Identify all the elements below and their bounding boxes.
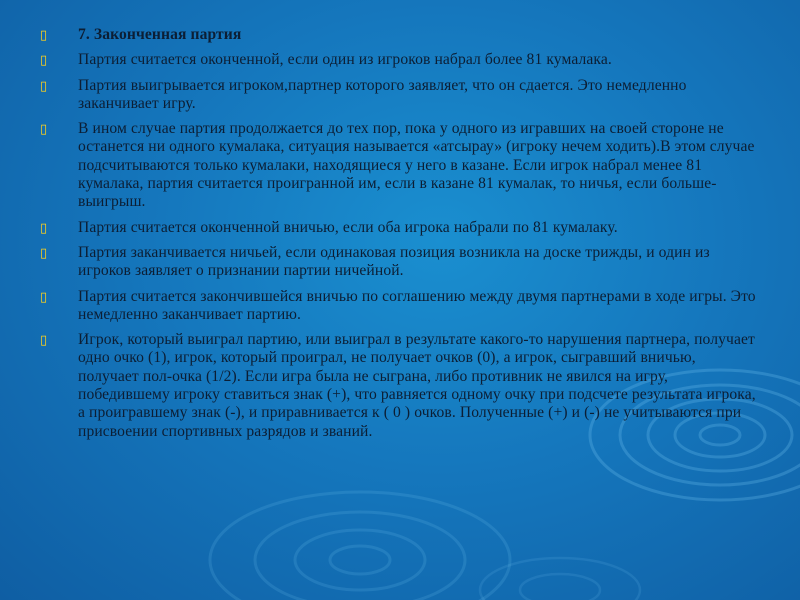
bullet-text: Игрок, который выиграл партию, или выиграл в результате какого-то нарушения партнера, получает одно очко (1), игрок, который проиграл, не получает очков (0), а игрок, сыгравший вничью, получает пол-очка (1/2). Если игра была не сыграна, либо противник не явился на игру, победившему игроку ставиться знак (+), что равняется одному очку при подсчете результата игрока, а проигравшему знак (-), и приравнивается к ( 0 ) очков. Полученные (+) и (-) не учитываются при присвоении спортивных разрядов и званий. bbox=[78, 331, 756, 440]
bullet-item bbox=[40, 120, 760, 211]
bullet-icon: ▯ bbox=[40, 53, 48, 69]
slide-title: 7. Законченная партия bbox=[78, 26, 242, 43]
bullet-icon: ▯ bbox=[40, 289, 48, 305]
bullet-text: Партия считается закончившейся вничью по соглашению между двумя партнерами в ходе игры. Это немедленно заканчивает партию. bbox=[78, 287, 756, 323]
bullet-icon: ▯ bbox=[40, 78, 48, 94]
bullet-text: Партия заканчивается ничьей, если одинаковая позиция возникла на доске трижды, и один из игроков заявляет о признании партии ничейной. bbox=[78, 243, 710, 280]
bullet-text: Партия считается оконченной вничью, если оба игрока набрали по 81 кумалаку. bbox=[78, 218, 618, 236]
bullet-item bbox=[40, 331, 760, 441]
bullet-icon: ▯ bbox=[40, 245, 48, 261]
bullet-icon: ▯ bbox=[40, 122, 48, 138]
bullet-item bbox=[40, 51, 760, 69]
bullet-text: Партия выигрывается игроком,партнер которого заявляет, что он сдается. Это немедленно заканчивает игру. bbox=[78, 76, 687, 112]
slide-content bbox=[40, 26, 760, 448]
bullet-item bbox=[40, 244, 760, 281]
slide-heading-item bbox=[40, 26, 760, 44]
bullet-text: В ином случае партия продолжается до тех пор, пока у одного из игравших на своей стороне не останется ни одного кумалака, ситуация называется «атсырау» (игроку нечем ходить).В этом случае подсчитываются только кумалаки, находящиеся у него в казане. Если игрок набрал менее 81 кумалака, партия считается проигранной им, если в казане 81 кумалак, то ничья, если больше- выигрыш. bbox=[78, 120, 755, 211]
bullet-icon: ▯ bbox=[40, 28, 48, 43]
bullet-text: Партия считается оконченной, если один из игроков набрал более 81 кумалака. bbox=[78, 51, 612, 69]
bullet-item bbox=[40, 77, 760, 114]
bullet-item bbox=[40, 288, 760, 325]
bullet-icon: ▯ bbox=[40, 220, 48, 236]
bullet-icon: ▯ bbox=[40, 333, 48, 349]
bullet-item bbox=[40, 219, 760, 237]
